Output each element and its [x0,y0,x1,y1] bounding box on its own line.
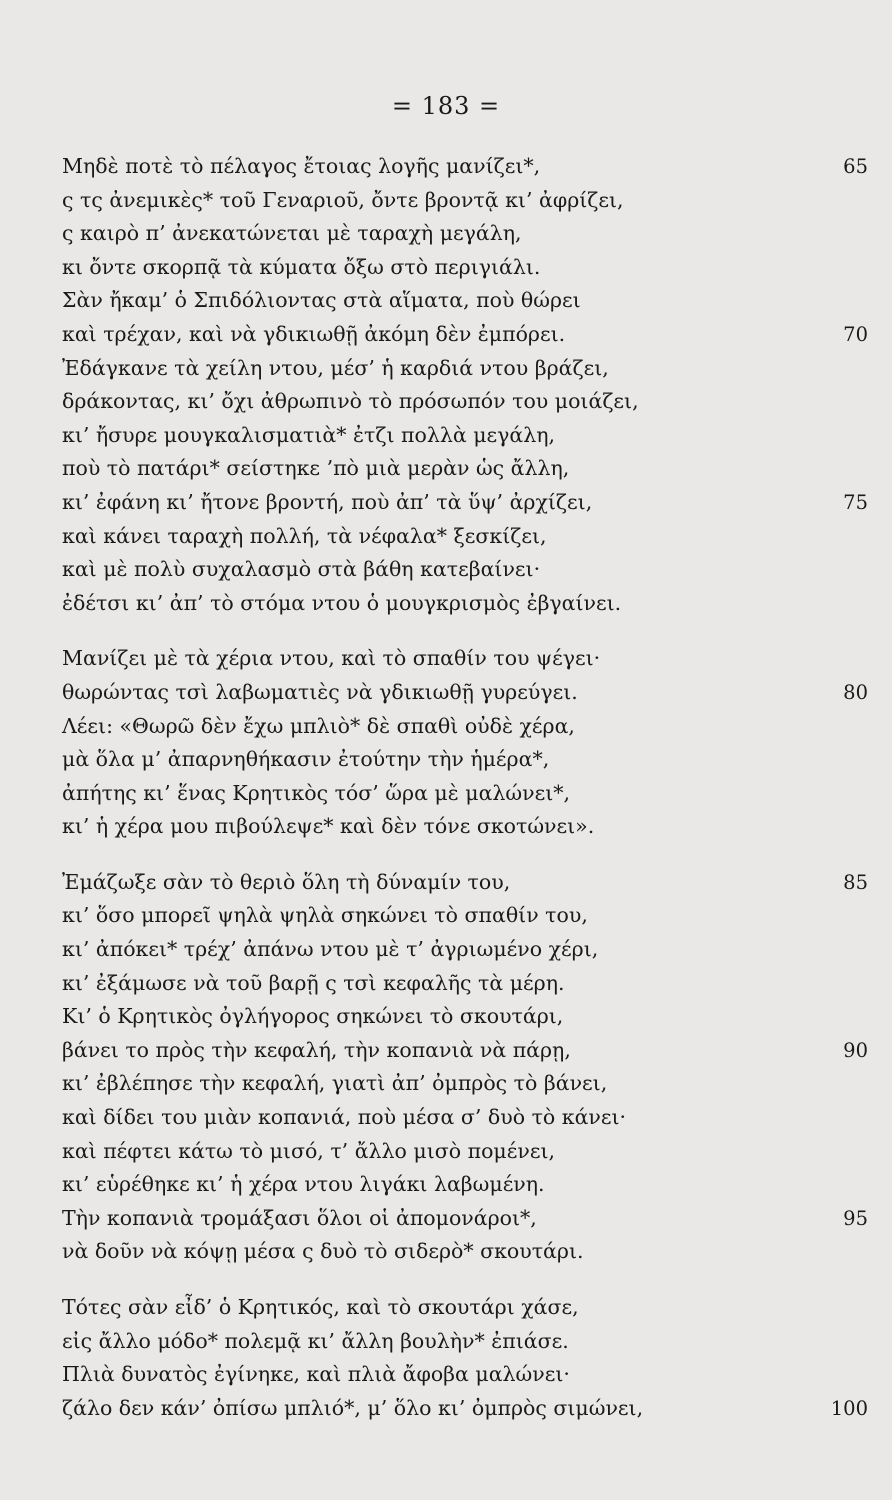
verse-line [62,419,842,453]
verse-text: κι’ ἐβλέπησε τὴν κεφαλή, γιατὶ ἀπ’ ὀμπρὸς τὸ βάνει, [62,1071,608,1096]
verse-text: καὶ τρέχαν, καὶ νὰ γδικιωθῇ ἀκόμη δὲν ἐμπόρει. [62,321,566,346]
verse-line [62,1392,868,1426]
line-number: 85 [843,870,868,894]
verse-text: Μανίζει μὲ τὰ χέρια ντου, καὶ τὸ σπαθίν του ψέγει· [62,646,601,671]
stanza [62,1291,868,1425]
verse-line [62,676,868,710]
verse-line [62,1034,868,1068]
verse-line [62,710,842,744]
verse-text: καὶ δίδει του μιὰν κοπανιά, ποὺ μέσα σ’ δυὸ τὸ κάνει· [62,1105,627,1130]
verse-text: Ἐδάγκανε τὰ χείλη ντου, μέσ’ ἡ καρδιά ντου βράζει, [62,355,609,380]
verse-line [62,1000,842,1034]
verse-text: Μηδὲ ποτὲ τὸ πέλαγος ἔτοιας λογῆς μανίζει*, [62,154,541,178]
verse-line [62,933,842,967]
verse-line [62,1325,842,1359]
verse-text: Πλιὰ δυνατὸς ἐγίνηκε, καὶ πλιὰ ἄφοβα μαλώνει· [62,1362,570,1387]
line-number: 95 [843,1206,868,1230]
verse-text: ποὺ τὸ πατάρι* σείστηκε ’πὸ μιὰ μερὰν ὡς ἄλλη, [62,456,570,481]
verse-text: κι’ ὅσο μπορεῖ ψηλὰ ψηλὰ σηκώνει τὸ σπαθίν του, [62,903,588,928]
verse-text: κι’ ἡ χέρα μου πιβούλεψε* καὶ δὲν τόνε σκοτώνει». [62,814,595,839]
stanza-gap [62,844,842,866]
verse-line [62,967,842,1001]
verse-line [62,899,842,933]
verse-line [62,553,842,587]
verse-line [62,520,842,554]
line-number: 65 [843,155,868,178]
verse-text: ἀπήτης κι’ ἕνας Κρητικὸς τόσ’ ὥρα μὲ μαλώνει*, [62,780,571,805]
verse-line [62,866,868,900]
verse-line [62,217,842,251]
verse-line [62,1358,842,1392]
verse-text: ἐδέτσι κι’ ἀπ’ τὸ στόμα ντου ὁ μουγκρισμὸς ἐβγαίνει. [62,590,622,615]
verse-line [62,777,842,811]
verse-text: Λέει: «Θωρῶ δὲν ἔχω μπλιὸ* δὲ σπαθὶ οὐδὲ χέρα, [62,713,575,738]
stanza-gap [62,620,842,642]
verse-text: κι’ ἐξάμωσε νὰ τοῦ βαρῇ ς τσὶ κεφαλῆς τὰ μέρη. [62,970,565,995]
verse-text: καὶ κάνει ταραχὴ πολλή, τὰ νέφαλα* ξεσκίζει, [62,523,547,548]
verse-text: νὰ δοῦν νὰ κόψῃ μέσα ς δυὸ τὸ σιδερὸ* σκουτάρι. [62,1239,584,1264]
verse-text: δράκοντας, κι’ ὄχι ἀθρωπινὸ τὸ πρόσωπόν του μοιάζει, [62,389,639,414]
verse-text: Τότες σὰν εἶδ’ ὁ Κρητικός, καὶ τὸ σκουτάρι χάσε, [62,1295,579,1319]
verse-line [62,743,842,777]
verse-text: καὶ μὲ πολὺ συχαλασμὸ στὰ βάθη κατεβαίνει· [62,557,541,582]
page-number: = 183 = [391,92,501,120]
verse-line [62,184,842,218]
verse-line [62,587,842,621]
verse-text: καὶ πέφτει κάτω τὸ μισό, τ’ ἄλλο μισὸ πομένει, [62,1138,556,1163]
verse-line [62,352,842,386]
verse-line [62,385,842,419]
verse-text: Σὰν ἤκαμ’ ὁ Σπιδόλιοντας στὰ αἵματα, ποὺ θώρει [62,288,581,313]
verse-text: κι’ ἐφάνη κι’ ἤτονε βροντή, ποὺ ἀπ’ τὰ ὕψ’ ἀρχίζει, [62,489,593,514]
stanza [62,642,868,844]
verse-line [62,810,842,844]
poem-text [62,150,868,1425]
verse-line [62,284,842,318]
line-number: 70 [843,322,868,346]
verse-line [62,1202,868,1236]
line-number: 75 [843,490,868,514]
verse-line [62,1101,842,1135]
verse-text: κι’ εὑρέθηκε κι’ ἡ χέρα ντου λιγάκι λαβωμένη. [62,1172,545,1197]
verse-text: εἰς ἄλλο μόδο* πολεμᾷ κι’ ἄλλη βουλὴν* ἐπιάσε. [62,1328,569,1353]
stanza-gap [62,1269,842,1291]
verse-line [62,452,842,486]
verse-text: βάνει το πρὸς τὴν κεφαλή, τὴν κοπανιὰ νὰ πάρῃ, [62,1037,571,1062]
verse-text: θωρώντας τσὶ λαβωματιὲς νὰ γδικιωθῇ γυρεύγει. [62,679,578,704]
stanza [62,866,868,1269]
verse-text: κι’ ἀπόκει* τρέχ’ ἀπάνω ντου μὲ τ’ ἀγριωμένο χέρι, [62,937,599,962]
line-number: 90 [843,1038,868,1062]
verse-text: κι’ ἤσυρε μουγκαλισματιὰ* ἐτζι πολλὰ μεγάλη, [62,422,556,447]
verse-line [62,1168,842,1202]
verse-text: Ἐμάζωξε σὰν τὸ θεριὸ ὅλη τὴ δύναμίν του, [62,869,511,894]
line-number: 80 [843,680,868,704]
verse-line [62,251,842,285]
verse-text: κι ὄντε σκορπᾷ τὰ κύματα ὄξω στὸ περιγιάλι. [62,254,541,279]
verse-text: Τὴν κοπανιὰ τρομάξασι ὅλοι οἱ ἀπομονάροι*, [62,1205,537,1230]
verse-line [62,150,868,184]
verse-line [62,486,868,520]
verse-line [62,1291,842,1325]
verse-line [62,1067,842,1101]
verse-text: Κι’ ὁ Κρητικὸς ὀγλήγορος σηκώνει τὸ σκουτάρι, [62,1004,564,1029]
verse-line [62,318,868,352]
verse-line [62,642,842,676]
verse-text: ς καιρὸ π’ ἀνεκατώνεται μὲ ταραχὴ μεγάλη, [62,221,522,246]
verse-text: ζάλο δεν κάν’ ὀπίσω μπλιό*, μ’ ὅλο κι’ ὀμπρὸς σιμώνει, [62,1395,644,1420]
verse-text: μὰ ὅλα μ’ ἀπαρνηθήκασιν ἐτούτην τὴν ἡμέρα*, [62,747,550,772]
verse-line [62,1235,842,1269]
verse-line [62,1135,842,1169]
stanza [62,150,868,620]
verse-text: ς τς ἀνεμικὲς* τοῦ Γεναριοῦ, ὄντε βροντᾷ κι’ ἀφρίζει, [62,187,624,212]
line-number: 100 [830,1396,868,1420]
